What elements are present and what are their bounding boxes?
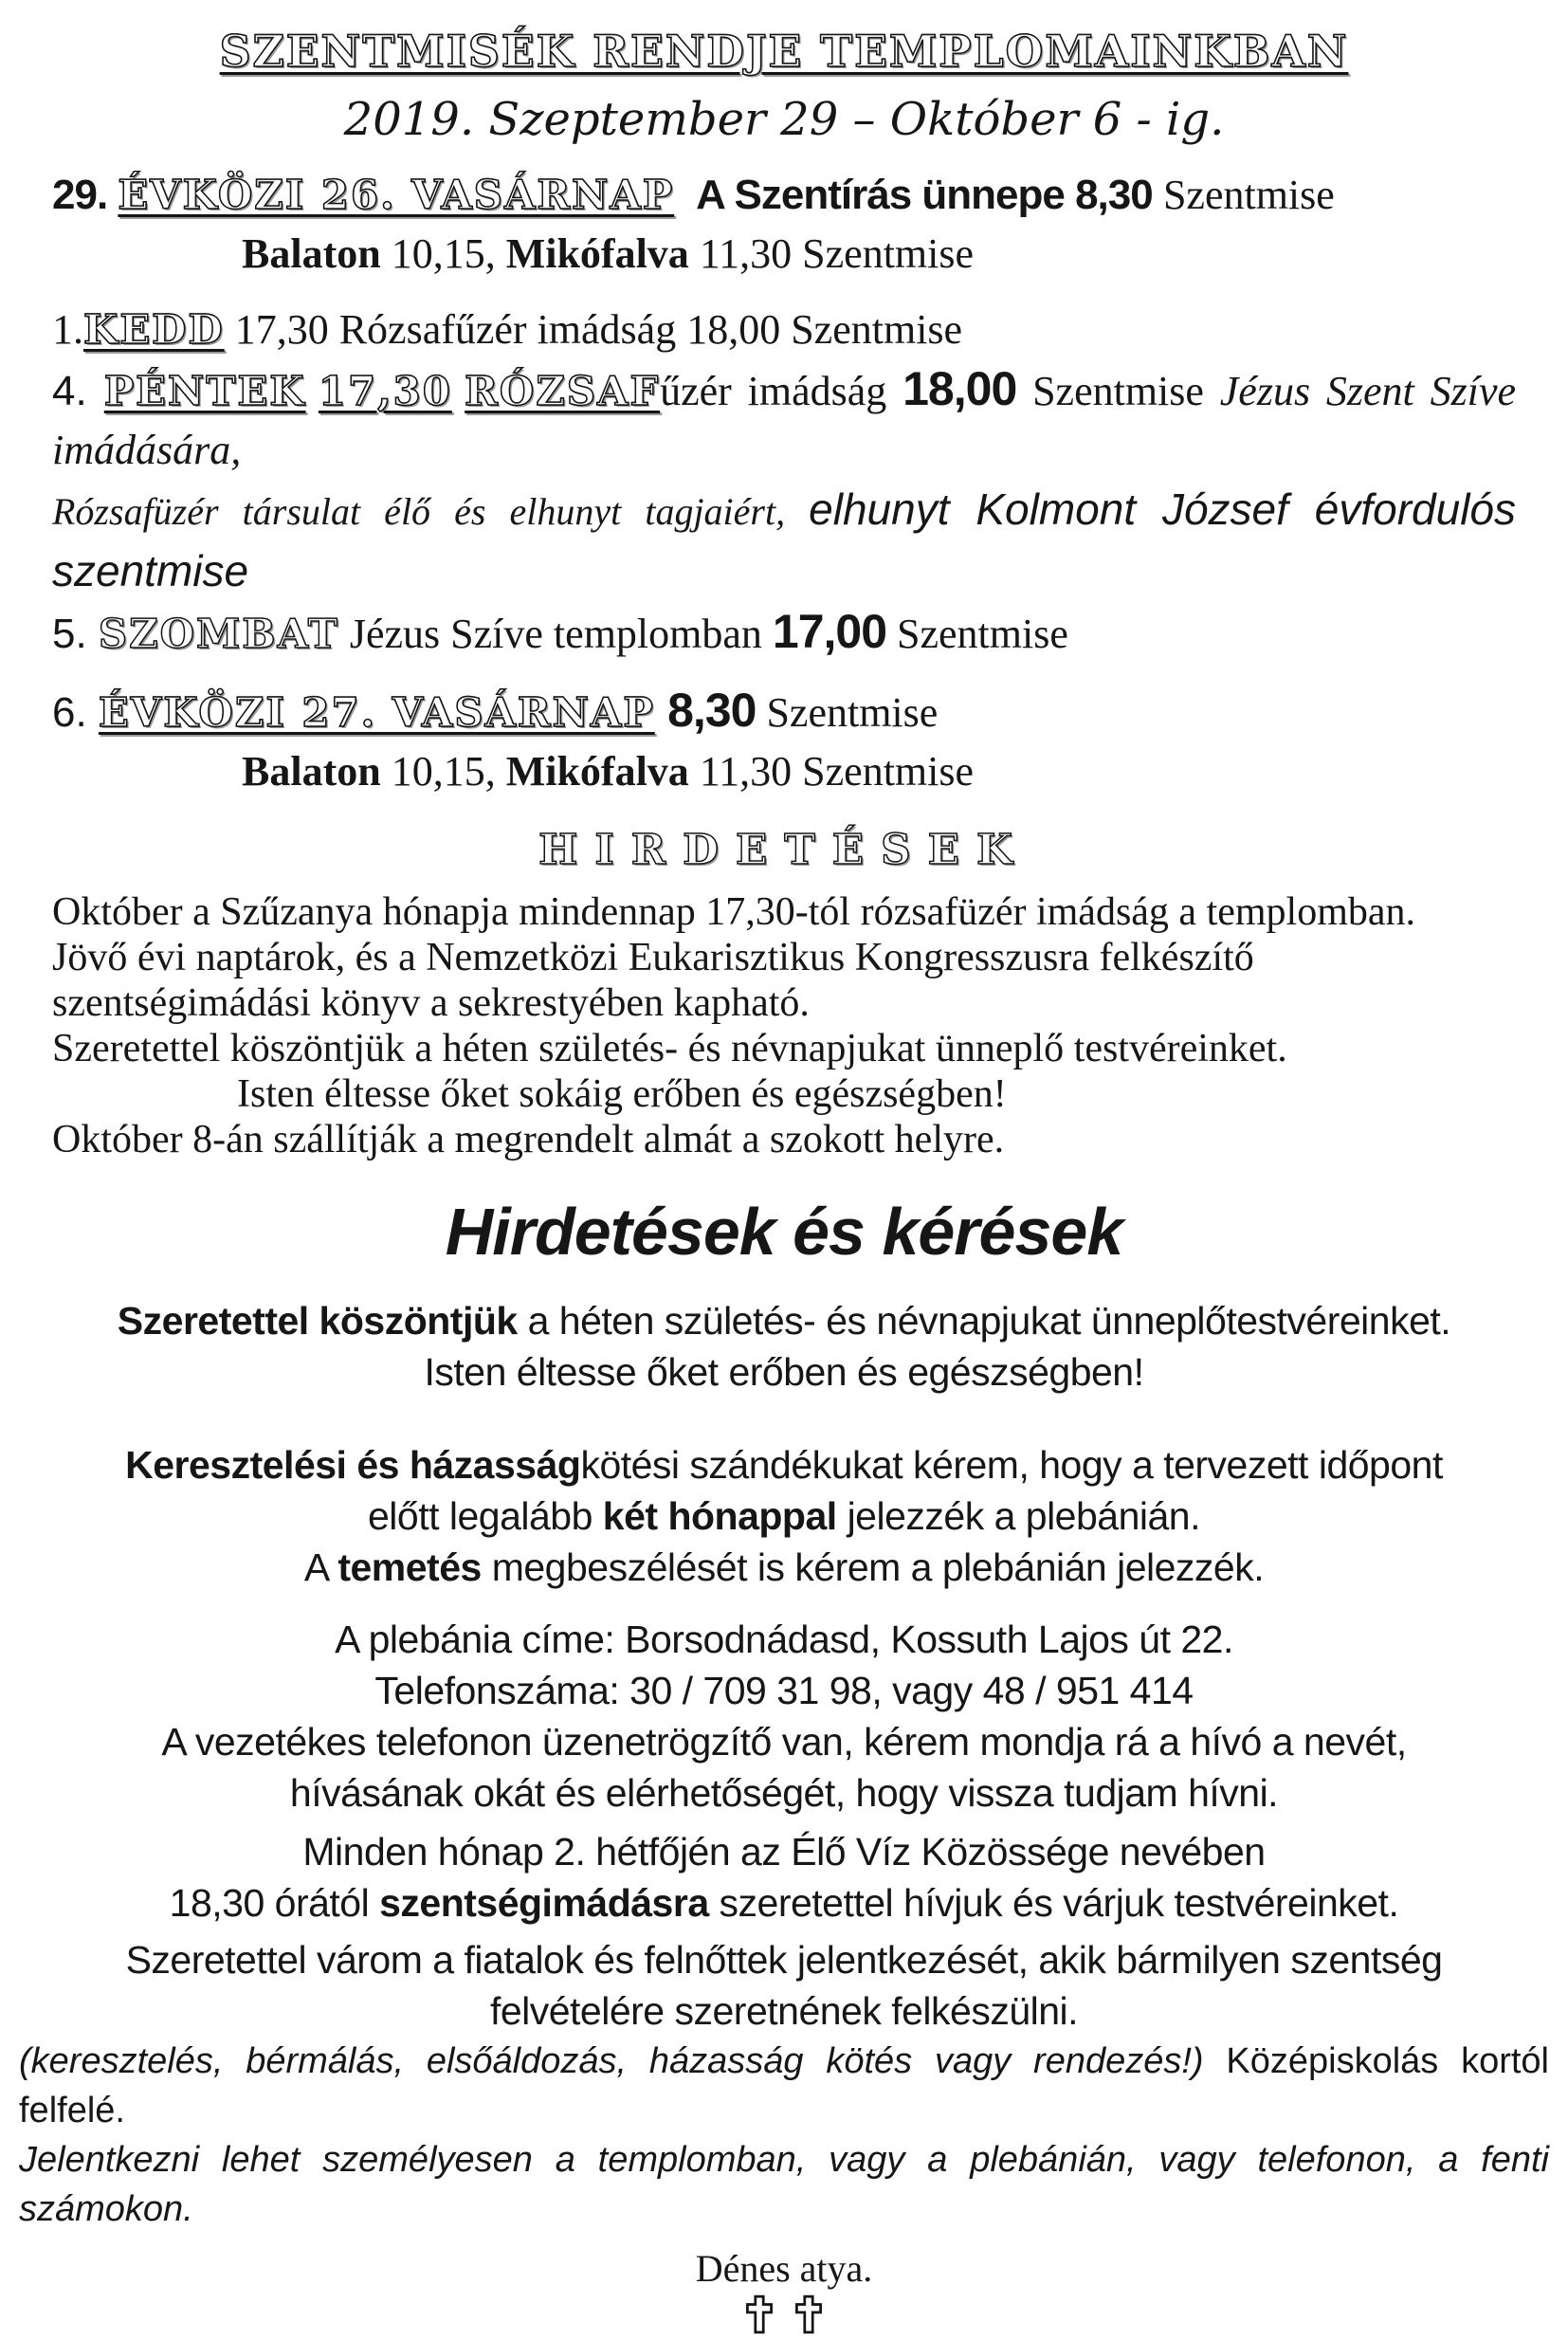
latin-cross-icon — [744, 2294, 775, 2334]
paragraph-line: Minden hónap 2. hétfőjén az Élő Víz Közössége nevében — [302, 1830, 1266, 1874]
requests-paragraph-adoration — [52, 1826, 1516, 1929]
text-run: szeretettel hívjuk és várjuk testvéreinket. — [708, 1881, 1399, 1925]
day-name: ÉVKÖZI 27. VASÁRNAP — [98, 689, 655, 736]
paragraph-line — [52, 1295, 1516, 1346]
text-run: Középiskolás kortól felfelé. — [19, 2041, 1549, 2130]
place-name: Balaton — [242, 748, 381, 795]
day-number: 5. — [52, 611, 99, 657]
schedule-line-sunday27 — [52, 681, 1516, 742]
schedule-line-saturday — [52, 602, 1516, 664]
schedule-detail: űzér imádság — [660, 368, 903, 414]
mass-time: 18,00 — [903, 362, 1017, 415]
paragraph-line: hívásának okát és elérhetőségét, hogy vissza tudjam hívni. — [289, 1771, 1279, 1815]
schedule-detail: Jézus Szíve templomban — [338, 611, 773, 657]
text-run: a héten születés- és névnapjukat ünneplőtestvéreinket. — [517, 1299, 1451, 1343]
paragraph-line — [52, 1490, 1516, 1542]
cross-row — [52, 2294, 1516, 2340]
announcement-line: Október 8-án szállítják a megrendelt almát a szokott helyre. — [52, 1118, 1005, 1161]
announcements-list — [52, 889, 1516, 1162]
bold-run: szentségimádásra — [379, 1881, 709, 1925]
anniversary-text: szentmise — [52, 546, 249, 595]
announcement-line: Jövő évi naptárok, és a Nemzetközi Eukarisztikus Kongresszusra felkészítő — [52, 936, 1254, 979]
place-name: Balaton — [242, 230, 381, 277]
announcement-line: Isten éltesse őket sokáig erőben és egészségben! — [237, 1072, 1007, 1116]
time-text: 11,30 Szentmise — [688, 230, 975, 277]
paragraph-line: Szeretettel várom a fiatalok és felnőttek jelentkezését, akik bármilyen szentség — [125, 1938, 1443, 1982]
announcement-line: szentségimádási könyv a sekrestyében kapható. — [52, 981, 810, 1025]
mass-schedule — [52, 166, 1516, 801]
requests-paragraph-signup — [52, 1934, 1516, 2037]
paragraph-line — [52, 1439, 1516, 1490]
intention-text: Jézus Szent Szíve — [1219, 368, 1517, 414]
paragraph-line — [52, 1877, 1516, 1929]
document-title-line — [52, 21, 1516, 82]
schedule-line-sunday26 — [52, 166, 1516, 225]
footer-line-sacrament-list — [19, 2037, 1549, 2135]
day-number: 29. — [52, 172, 119, 218]
bold-run: két hónappal — [602, 1494, 837, 1538]
mass-label: Szentmise — [756, 689, 939, 736]
paragraph-line: felvételére szeretnének felkészülni. — [489, 1989, 1079, 2033]
text-run: előtt legalább — [367, 1494, 603, 1538]
day-name: ÉVKÖZI 26. VASÁRNAP — [118, 172, 675, 218]
requests-section-title: Hirdetések és kérések — [445, 1195, 1123, 1269]
parish-phone: Telefonszáma: 30 / 709 31 98, vagy 48 / 951 414 — [374, 1669, 1194, 1712]
bold-run: Keresztelési és házasság — [125, 1443, 581, 1487]
day-name: SZOMBAT — [98, 611, 339, 657]
place-name: Mikófalva — [505, 748, 689, 795]
text-run: megbeszélését is kérem a plebánián jelezzék. — [481, 1545, 1265, 1589]
schedule-line-tuesday — [52, 301, 1516, 359]
announcements-heading: HIRDETÉSEK — [538, 826, 1030, 874]
document-subtitle: 2019. Szeptember 29 – Október 6 - ig. — [343, 93, 1225, 146]
parish-address: A plebánia címe: Borsodnádasd, Kossuth Lajos út 22. — [335, 1618, 1233, 1661]
time-text: 10,15, — [380, 748, 506, 795]
text-run: jelezzék a plebánián. — [836, 1494, 1200, 1538]
schedule-line-balaton-1 — [52, 225, 1516, 283]
time-text: 11,30 Szentmise — [688, 748, 975, 795]
rosary-decorative: RÓZSAF — [465, 368, 661, 414]
schedule-line-rosary-cont — [52, 541, 1516, 602]
day-name: PÉNTEK — [103, 368, 306, 414]
feast-text: A Szentírás ünnepe 8,30 — [686, 172, 1163, 218]
bold-run: temetés — [337, 1545, 482, 1589]
paragraph-line — [52, 1542, 1516, 1593]
bold-run: Szeretettel köszöntjük — [117, 1299, 518, 1343]
requests-paragraph-greeting — [52, 1295, 1516, 1398]
announcement-line: Szeretettel köszöntjük a héten születés- és névnapjukat ünneplő testvéreinket. — [52, 1027, 1287, 1070]
intention-text: Rózsafüzér társulat élő és elhunyt tagjaiért, — [52, 490, 810, 533]
document-title: SZENTMISÉK RENDJE TEMPLOMAINKBAN — [219, 26, 1349, 77]
schedule-line-friday — [52, 359, 1516, 421]
mass-label: Szentmise — [1162, 172, 1335, 218]
text-run: 18,30 órától — [169, 1881, 380, 1925]
schedule-detail: 17,30 Rózsafűzér imádság 18,00 Szentmise — [224, 306, 963, 353]
time-decorative: 17,30 — [318, 368, 452, 414]
place-name: Mikófalva — [505, 230, 689, 277]
mass-label: Szentmise — [1016, 368, 1220, 414]
mass-label: Szentmise — [886, 611, 1068, 657]
requests-paragraph-sacraments — [52, 1439, 1516, 1593]
schedule-line-friday-cont: imádására, — [52, 427, 242, 473]
mass-time: 8,30 — [667, 684, 757, 737]
announcement-line: Október a Szűzanya hónapja mindennap 17,30-tól rózsafüzér imádság a templomban. — [52, 890, 1416, 934]
requests-paragraph-contact — [52, 1614, 1516, 1819]
footer-notes — [19, 2037, 1549, 2234]
day-number: 4. — [52, 368, 104, 414]
anniversary-text: elhunyt Kolmont József évfordulós — [809, 484, 1516, 534]
schedule-line-rosary-intention — [52, 480, 1516, 541]
signature: Dénes atya. — [695, 2247, 873, 2290]
text-run: A — [303, 1545, 338, 1589]
paragraph-line: Isten éltesse őket erőben és egészségben! — [424, 1350, 1144, 1394]
latin-cross-icon — [793, 2294, 824, 2334]
mass-time: 17,00 — [772, 605, 887, 658]
day-number: 1. — [52, 306, 83, 353]
text-run: kötési szándékukat kérem, hogy a tervezett időpont — [580, 1443, 1443, 1487]
time-text: 10,15, — [380, 230, 506, 277]
announcements-heading-line — [52, 820, 1516, 880]
footer-line-signup-info: Jelentkezni lehet személyesen a templomban, vagy a plebánián, vagy telefonon, a fenti számokon. — [19, 2140, 1549, 2229]
day-name: KEDD — [83, 306, 225, 353]
italic-run: (keresztelés, bérmálás, elsőáldozás, házasság kötés vagy rendezés!) — [19, 2041, 1204, 2081]
day-number: 6. — [52, 689, 99, 736]
schedule-line-balaton-2 — [52, 742, 1516, 801]
paragraph-line: A vezetékes telefonon üzenetrögzítő van, kérem mondja rá a hívó a nevét, — [161, 1720, 1407, 1764]
